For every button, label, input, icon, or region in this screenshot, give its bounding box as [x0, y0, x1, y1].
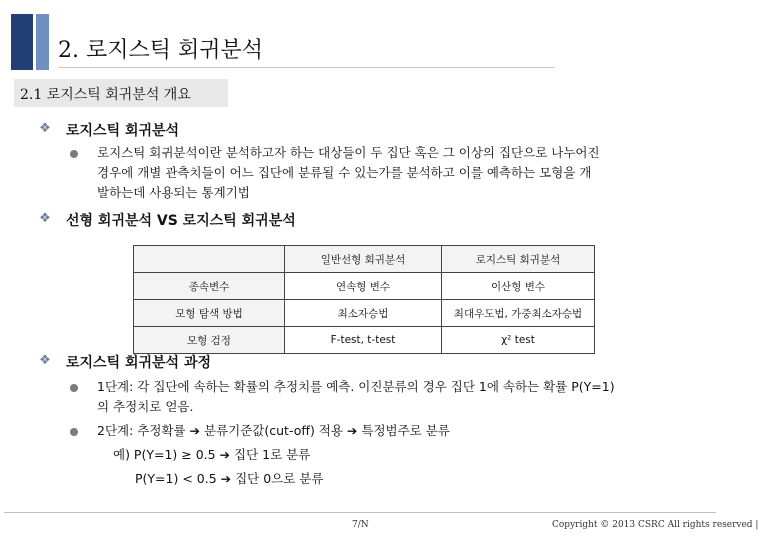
section1-heading: 로지스틱 회귀분석: [66, 123, 180, 139]
example-line-2: P(Y=1) < 0.5 ➔ 집단 0으로 분류: [135, 471, 324, 486]
section1-line-3: 발하는데 사용되는 통계기법: [97, 185, 250, 200]
step2-text: 2단계: 추정확률 ➔ 분류기준값(cut-off) 적용 ➔ 특정범주로 분류: [97, 423, 450, 438]
step1-line-2: 의 추정치로 얻음.: [97, 399, 194, 414]
page-number: 7/N: [352, 520, 369, 530]
copyright-text: Copyright © 2013 CSRC All rights reserved |: [552, 520, 758, 530]
step1-text: [97, 377, 615, 417]
step1-line-1: 1단계: 각 집단에 속하는 확률의 추정치를 예측. 이진분류의 경우 집단 1에 속하는 확률 P(Y=1): [97, 379, 615, 394]
title-accent-bar-dark: [11, 14, 33, 70]
example-line-1: 예) P(Y=1) ≥ 0.5 ➔ 집단 1로 분류: [113, 447, 311, 462]
footer-divider: [4, 512, 716, 513]
subtitle-box: [14, 79, 228, 107]
diamond-bullet-icon: ❖: [39, 353, 51, 368]
table-row-label: 모형 탐색 방법: [134, 300, 285, 327]
table-cell: 최대우도법, 가중최소자승법: [442, 300, 595, 327]
table-row-label: 종속변수: [134, 273, 285, 300]
section1-line-2: 경우에 개별 관측치들이 어느 집단에 분류될 수 있는가를 분석하고 이를 예측하는 모형을 개: [97, 165, 592, 180]
diamond-bullet-icon: ❖: [39, 211, 51, 226]
table-header-cell: [134, 246, 285, 273]
comparison-table: [133, 245, 595, 354]
slide-title: 2. 로지스틱 회귀분석: [58, 38, 263, 63]
table-row: [134, 273, 595, 300]
section1-line-1: 로지스틱 회귀분석이란 분석하고자 하는 대상들이 두 집단 혹은 그 이상의 집단으로 나누어진: [97, 145, 600, 160]
title-accent-bar-light: [36, 14, 49, 70]
table-cell: χ² test: [442, 327, 595, 354]
section1-text: [97, 143, 600, 203]
diamond-bullet-icon: ❖: [39, 121, 51, 136]
table-header-cell: 일반선형 회귀분석: [285, 246, 442, 273]
table-header-row: [134, 246, 595, 273]
section3-heading: 로지스틱 회귀분석 과정: [66, 355, 211, 371]
table-cell: F-test, t-test: [285, 327, 442, 354]
title-divider: [58, 67, 555, 68]
table-cell: 이산형 변수: [442, 273, 595, 300]
table-cell: 최소자승법: [285, 300, 442, 327]
table-row: [134, 300, 595, 327]
table-cell: 연속형 변수: [285, 273, 442, 300]
bullet-dot-icon: [70, 428, 78, 436]
table-row-label: 모형 검정: [134, 327, 285, 354]
subtitle-text: 2.1 로지스틱 회귀분석 개요: [20, 87, 191, 103]
bullet-dot-icon: [70, 150, 78, 158]
section2-heading: 선형 회귀분석 VS 로지스틱 회귀분석: [66, 213, 296, 229]
table-row: [134, 327, 595, 354]
table-header-cell: 로지스틱 회귀분석: [442, 246, 595, 273]
bullet-dot-icon: [70, 384, 78, 392]
